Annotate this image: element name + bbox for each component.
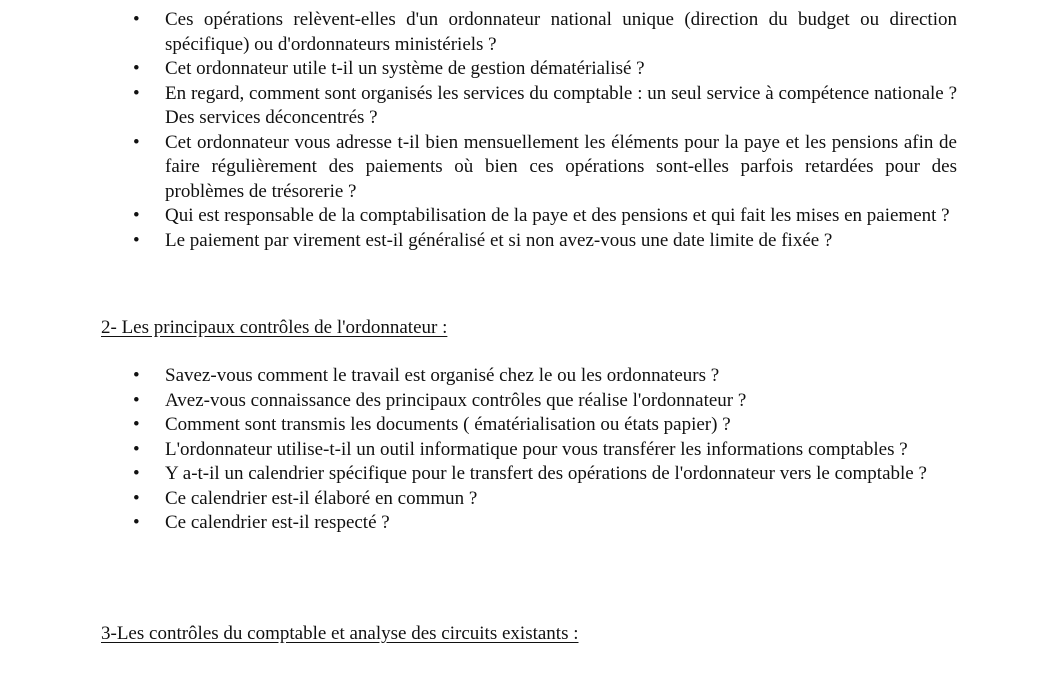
bullet-icon: • — [133, 9, 140, 30]
list-item — [0, 204, 957, 229]
bullet-icon: • — [133, 365, 140, 386]
list-item-text: Cet ordonnateur utile t-il un système de gestion dématérialisé ? — [165, 58, 645, 79]
list-item-text: Cet ordonnateur vous adresse t-il bien mensuellement les éléments pour la paye et les pensions afin de faire régulièrement des paiements où bien ces opérations sont-elles parfois retardées pour des problèmes de trésorerie ? — [165, 131, 957, 202]
list-item-text: Le paiement par virement est-il généralisé et si non avez-vous une date limite de fixée ? — [165, 229, 833, 251]
list-item-text: Qui est responsable de la comptabilisation de la paye et des pensions et qui fait les mises en paiement ? — [165, 205, 950, 226]
bullet-icon: • — [133, 389, 140, 411]
bullet-icon: • — [133, 205, 140, 226]
list-item — [0, 389, 957, 414]
list-item-text: L'ordonnateur utilise-t-il un outil informatique pour vous transférer les informations comptables ? — [165, 438, 908, 460]
bullet-icon: • — [133, 58, 140, 79]
section1-bullet-list — [0, 8, 1058, 253]
bullet-icon: • — [133, 82, 140, 104]
list-item-text: Comment sont transmis les documents ( ématérialisation ou états papier) ? — [165, 414, 731, 435]
list-item — [0, 462, 957, 487]
list-item-text: Y a-t-il un calendrier spécifique pour le transfert des opérations de l'ordonnateur vers le comptable ? — [165, 463, 927, 484]
list-item — [0, 438, 957, 463]
bullet-icon: • — [133, 438, 140, 460]
list-item-text: Ce calendrier est-il élaboré en commun ? — [165, 487, 478, 509]
list-item — [0, 364, 957, 389]
section2-bullet-list — [0, 364, 1058, 536]
bullet-icon: • — [133, 414, 140, 435]
list-item — [0, 413, 957, 438]
bullet-icon: • — [133, 229, 140, 251]
list-item-text: Ces opérations relèvent-elles d'un ordonnateur national unique (direction du budget ou direction spécifique) ou d'ordonnateurs ministériels ? — [165, 9, 957, 55]
list-item — [0, 8, 957, 57]
section3-heading: 3-Les contrôles du comptable et analyse des circuits existants : — [101, 623, 579, 644]
list-item — [0, 82, 957, 131]
list-item — [0, 511, 957, 536]
bullet-icon: • — [133, 463, 140, 484]
list-item — [0, 57, 957, 82]
list-item — [0, 487, 957, 512]
list-item — [0, 229, 957, 254]
list-item-text: En regard, comment sont organisés les services du comptable : un seul service à compétence nationale ? Des services déconcentrés ? — [165, 82, 957, 128]
bullet-icon: • — [133, 131, 140, 153]
list-item-text: Ce calendrier est-il respecté ? — [165, 512, 390, 533]
list-item-text: Savez-vous comment le travail est organisé chez le ou les ordonnateurs ? — [165, 365, 720, 386]
list-item — [0, 131, 957, 205]
section2-heading: 2- Les principaux contrôles de l'ordonnateur : — [101, 317, 448, 338]
bullet-icon: • — [133, 487, 140, 509]
list-item-text: Avez-vous connaissance des principaux contrôles que réalise l'ordonnateur ? — [165, 389, 747, 411]
bullet-icon: • — [133, 512, 140, 533]
